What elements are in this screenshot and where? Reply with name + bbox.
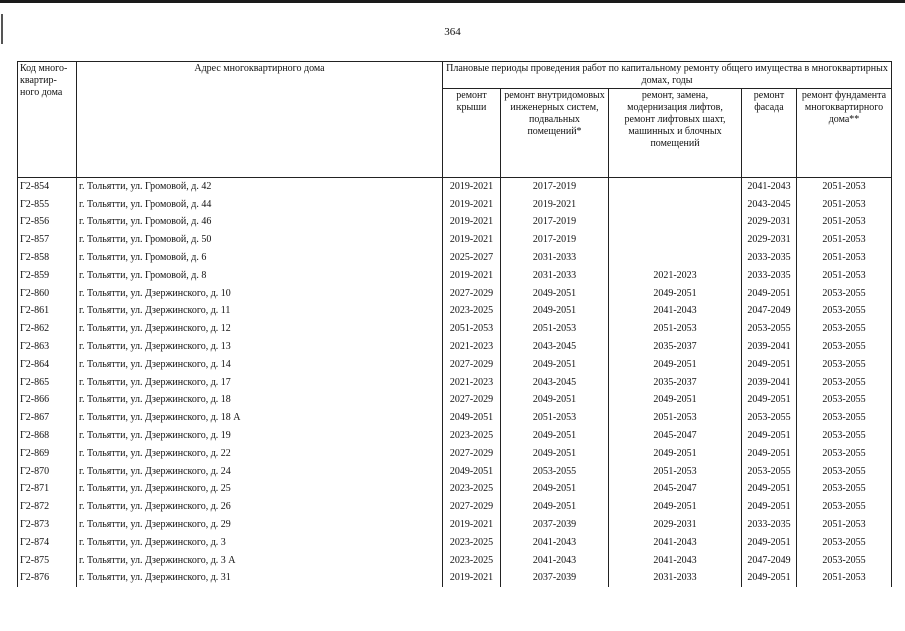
cell-roof: 2027-2029 xyxy=(443,445,501,463)
cell-address: г. Тольятти, ул. Дзержинского, д. 18 А xyxy=(77,409,443,427)
cell-roof: 2023-2025 xyxy=(443,427,501,445)
cell-facade: 2049-2051 xyxy=(742,285,797,303)
header-periods: Плановые периоды проведения работ по капитальному ремонту общего имущества в многоквартирных домах, годы xyxy=(443,62,892,89)
header-foundation xyxy=(797,89,892,178)
cell-roof: 2019-2021 xyxy=(443,231,501,249)
cell-facade: 2047-2049 xyxy=(742,303,797,321)
cell-foundation: 2053-2055 xyxy=(797,534,892,552)
header-roof: ремонт крыши xyxy=(443,89,501,178)
table-row xyxy=(18,392,892,410)
cell-address: г. Тольятти, ул. Дзержинского, д. 3 А xyxy=(77,552,443,570)
cell-engineering: 2041-2043 xyxy=(501,534,609,552)
table-row xyxy=(18,320,892,338)
cell-roof: 2025-2027 xyxy=(443,249,501,267)
cell-address: г. Тольятти, ул. Дзержинского, д. 18 xyxy=(77,392,443,410)
cell-engineering: 2031-2033 xyxy=(501,267,609,285)
page-number: 364 xyxy=(444,26,461,38)
cell-code: Г2-859 xyxy=(18,267,77,285)
cell-elevators xyxy=(609,196,742,214)
cell-address: г. Тольятти, ул. Дзержинского, д. 22 xyxy=(77,445,443,463)
cell-facade: 2039-2041 xyxy=(742,338,797,356)
header-code: Код много-квартир-ного дома xyxy=(18,62,77,178)
cell-code: Г2-854 xyxy=(18,178,77,196)
cell-roof: 2023-2025 xyxy=(443,552,501,570)
cell-roof: 2049-2051 xyxy=(443,463,501,481)
table-row xyxy=(18,534,892,552)
cell-facade: 2029-2031 xyxy=(742,214,797,232)
cell-engineering: 2017-2019 xyxy=(501,178,609,196)
cell-engineering: 2049-2051 xyxy=(501,392,609,410)
table-row xyxy=(18,498,892,516)
cell-engineering: 2037-2039 xyxy=(501,516,609,534)
cell-roof: 2023-2025 xyxy=(443,303,501,321)
table-row xyxy=(18,409,892,427)
header-foundation-text: ремонт фундамента многоквартирного дома** xyxy=(801,90,887,125)
table-row xyxy=(18,196,892,214)
cell-facade: 2041-2043 xyxy=(742,178,797,196)
cell-code: Г2-866 xyxy=(18,392,77,410)
table-row xyxy=(18,285,892,303)
cell-elevators: 2049-2051 xyxy=(609,356,742,374)
header-facade: ремонт фасада xyxy=(742,89,797,178)
cell-code: Г2-868 xyxy=(18,427,77,445)
cell-engineering: 2017-2019 xyxy=(501,231,609,249)
cell-engineering: 2051-2053 xyxy=(501,320,609,338)
cell-engineering: 2049-2051 xyxy=(501,427,609,445)
cell-facade: 2033-2035 xyxy=(742,249,797,267)
cell-engineering: 2049-2051 xyxy=(501,356,609,374)
cell-foundation: 2051-2053 xyxy=(797,214,892,232)
cell-engineering: 2051-2053 xyxy=(501,409,609,427)
cell-code: Г2-865 xyxy=(18,374,77,392)
cell-foundation: 2051-2053 xyxy=(797,231,892,249)
cell-elevators: 2051-2053 xyxy=(609,409,742,427)
table-row xyxy=(18,214,892,232)
cell-code: Г2-874 xyxy=(18,534,77,552)
cell-foundation: 2053-2055 xyxy=(797,463,892,481)
cell-code: Г2-875 xyxy=(18,552,77,570)
table-row xyxy=(18,178,892,196)
cell-address: г. Тольятти, ул. Громовой, д. 6 xyxy=(77,249,443,267)
cell-foundation: 2051-2053 xyxy=(797,178,892,196)
cell-elevators: 2041-2043 xyxy=(609,303,742,321)
cell-code: Г2-872 xyxy=(18,498,77,516)
cell-foundation: 2051-2053 xyxy=(797,570,892,588)
cell-roof: 2027-2029 xyxy=(443,285,501,303)
cell-roof: 2019-2021 xyxy=(443,267,501,285)
cell-foundation: 2051-2053 xyxy=(797,267,892,285)
cell-roof: 2019-2021 xyxy=(443,178,501,196)
cell-engineering: 2043-2045 xyxy=(501,338,609,356)
cell-elevators xyxy=(609,231,742,249)
cell-foundation: 2053-2055 xyxy=(797,320,892,338)
cell-foundation: 2051-2053 xyxy=(797,249,892,267)
cell-facade: 2049-2051 xyxy=(742,445,797,463)
cell-code: Г2-876 xyxy=(18,570,77,588)
table-row xyxy=(18,231,892,249)
cell-code: Г2-873 xyxy=(18,516,77,534)
cell-engineering: 2019-2021 xyxy=(501,196,609,214)
cell-roof: 2019-2021 xyxy=(443,516,501,534)
cell-elevators: 2049-2051 xyxy=(609,285,742,303)
cell-foundation: 2053-2055 xyxy=(797,409,892,427)
cell-roof: 2051-2053 xyxy=(443,320,501,338)
cell-facade: 2049-2051 xyxy=(742,392,797,410)
cell-elevators: 2035-2037 xyxy=(609,338,742,356)
cell-roof: 2027-2029 xyxy=(443,356,501,374)
cell-foundation: 2053-2055 xyxy=(797,552,892,570)
cell-engineering: 2043-2045 xyxy=(501,374,609,392)
cell-code: Г2-858 xyxy=(18,249,77,267)
cell-address: г. Тольятти, ул. Дзержинского, д. 3 xyxy=(77,534,443,552)
cell-roof: 2021-2023 xyxy=(443,338,501,356)
cell-address: г. Тольятти, ул. Дзержинского, д. 11 xyxy=(77,303,443,321)
cell-code: Г2-867 xyxy=(18,409,77,427)
cell-facade: 2049-2051 xyxy=(742,356,797,374)
cell-code: Г2-861 xyxy=(18,303,77,321)
cell-code: Г2-864 xyxy=(18,356,77,374)
cell-foundation: 2053-2055 xyxy=(797,338,892,356)
cell-facade: 2049-2051 xyxy=(742,534,797,552)
cell-foundation: 2053-2055 xyxy=(797,498,892,516)
cell-engineering: 2031-2033 xyxy=(501,249,609,267)
table-row xyxy=(18,427,892,445)
cell-code: Г2-862 xyxy=(18,320,77,338)
cell-facade: 2049-2051 xyxy=(742,498,797,516)
cell-address: г. Тольятти, ул. Дзержинского, д. 29 xyxy=(77,516,443,534)
cell-roof: 2023-2025 xyxy=(443,534,501,552)
cell-elevators: 2045-2047 xyxy=(609,427,742,445)
table-body xyxy=(18,178,892,588)
cell-elevators: 2035-2037 xyxy=(609,374,742,392)
cell-elevators: 2029-2031 xyxy=(609,516,742,534)
cell-engineering: 2053-2055 xyxy=(501,463,609,481)
cell-foundation: 2053-2055 xyxy=(797,303,892,321)
cell-elevators xyxy=(609,214,742,232)
cell-address: г. Тольятти, ул. Дзержинского, д. 25 xyxy=(77,481,443,499)
cell-elevators: 2049-2051 xyxy=(609,392,742,410)
cell-address: г. Тольятти, ул. Дзержинского, д. 17 xyxy=(77,374,443,392)
header-engineering: ремонт внутридомовых инженерных систем, подвальных помещений* xyxy=(501,89,609,178)
cell-code: Г2-871 xyxy=(18,481,77,499)
cell-elevators: 2021-2023 xyxy=(609,267,742,285)
table-row xyxy=(18,516,892,534)
cell-address: г. Тольятти, ул. Дзержинского, д. 19 xyxy=(77,427,443,445)
cell-roof: 2027-2029 xyxy=(443,498,501,516)
cell-foundation: 2053-2055 xyxy=(797,427,892,445)
cell-engineering: 2049-2051 xyxy=(501,445,609,463)
cell-foundation: 2051-2053 xyxy=(797,196,892,214)
table-row xyxy=(18,552,892,570)
cell-address: г. Тольятти, ул. Громовой, д. 50 xyxy=(77,231,443,249)
cell-roof: 2019-2021 xyxy=(443,214,501,232)
cell-engineering: 2037-2039 xyxy=(501,570,609,588)
cell-foundation: 2053-2055 xyxy=(797,285,892,303)
cell-elevators xyxy=(609,178,742,196)
cell-foundation: 2053-2055 xyxy=(797,356,892,374)
cell-address: г. Тольятти, ул. Дзержинского, д. 31 xyxy=(77,570,443,588)
cell-roof: 2019-2021 xyxy=(443,570,501,588)
cell-address: г. Тольятти, ул. Громовой, д. 42 xyxy=(77,178,443,196)
cell-elevators xyxy=(609,249,742,267)
cell-engineering: 2017-2019 xyxy=(501,214,609,232)
cell-code: Г2-863 xyxy=(18,338,77,356)
table-row xyxy=(18,570,892,588)
cell-foundation: 2053-2055 xyxy=(797,392,892,410)
cell-address: г. Тольятти, ул. Дзержинского, д. 10 xyxy=(77,285,443,303)
cell-elevators: 2051-2053 xyxy=(609,320,742,338)
cell-address: г. Тольятти, ул. Громовой, д. 44 xyxy=(77,196,443,214)
cell-facade: 2053-2055 xyxy=(742,320,797,338)
table-row xyxy=(18,249,892,267)
cell-elevators: 2031-2033 xyxy=(609,570,742,588)
cell-code: Г2-857 xyxy=(18,231,77,249)
cell-code: Г2-856 xyxy=(18,214,77,232)
cell-foundation: 2053-2055 xyxy=(797,481,892,499)
cell-address: г. Тольятти, ул. Громовой, д. 8 xyxy=(77,267,443,285)
cell-facade: 2049-2051 xyxy=(742,570,797,588)
cell-roof: 2023-2025 xyxy=(443,481,501,499)
cell-engineering: 2049-2051 xyxy=(501,498,609,516)
cell-elevators: 2041-2043 xyxy=(609,552,742,570)
cell-facade: 2053-2055 xyxy=(742,409,797,427)
cell-code: Г2-870 xyxy=(18,463,77,481)
cell-facade: 2043-2045 xyxy=(742,196,797,214)
cell-roof: 2049-2051 xyxy=(443,409,501,427)
header-elevators: ремонт, замена, модернизация лифтов, ремонт лифтовых шахт, машинных и блочных помещений xyxy=(609,89,742,178)
cell-address: г. Тольятти, ул. Дзержинского, д. 26 xyxy=(77,498,443,516)
table-row xyxy=(18,356,892,374)
cell-address: г. Тольятти, ул. Дзержинского, д. 14 xyxy=(77,356,443,374)
cell-elevators: 2041-2043 xyxy=(609,534,742,552)
cell-code: Г2-855 xyxy=(18,196,77,214)
table-row xyxy=(18,267,892,285)
table-row xyxy=(18,303,892,321)
cell-elevators: 2051-2053 xyxy=(609,463,742,481)
cell-address: г. Тольятти, ул. Дзержинского, д. 13 xyxy=(77,338,443,356)
cell-roof: 2021-2023 xyxy=(443,374,501,392)
cell-roof: 2027-2029 xyxy=(443,392,501,410)
cell-elevators: 2049-2051 xyxy=(609,498,742,516)
cell-address: г. Тольятти, ул. Громовой, д. 46 xyxy=(77,214,443,232)
table-row xyxy=(18,338,892,356)
table-row xyxy=(18,445,892,463)
cell-foundation: 2051-2053 xyxy=(797,516,892,534)
cell-engineering: 2049-2051 xyxy=(501,481,609,499)
cell-engineering: 2049-2051 xyxy=(501,303,609,321)
cell-facade: 2053-2055 xyxy=(742,463,797,481)
cell-facade: 2033-2035 xyxy=(742,516,797,534)
cell-roof: 2019-2021 xyxy=(443,196,501,214)
cell-code: Г2-860 xyxy=(18,285,77,303)
cell-facade: 2039-2041 xyxy=(742,374,797,392)
cell-facade: 2033-2035 xyxy=(742,267,797,285)
header-address: Адрес многоквартирного дома xyxy=(77,62,443,178)
table-row xyxy=(18,374,892,392)
cell-code: Г2-869 xyxy=(18,445,77,463)
cell-engineering: 2041-2043 xyxy=(501,552,609,570)
cell-elevators: 2045-2047 xyxy=(609,481,742,499)
cell-facade: 2029-2031 xyxy=(742,231,797,249)
cell-address: г. Тольятти, ул. Дзержинского, д. 12 xyxy=(77,320,443,338)
cell-facade: 2049-2051 xyxy=(742,427,797,445)
top-border-line xyxy=(0,0,905,3)
cell-elevators: 2049-2051 xyxy=(609,445,742,463)
cell-engineering: 2049-2051 xyxy=(501,285,609,303)
capital-repair-table xyxy=(17,61,892,587)
cell-facade: 2049-2051 xyxy=(742,481,797,499)
cell-foundation: 2053-2055 xyxy=(797,374,892,392)
cell-address: г. Тольятти, ул. Дзержинского, д. 24 xyxy=(77,463,443,481)
cell-facade: 2047-2049 xyxy=(742,552,797,570)
table-row xyxy=(18,463,892,481)
table-row xyxy=(18,481,892,499)
cell-foundation: 2053-2055 xyxy=(797,445,892,463)
